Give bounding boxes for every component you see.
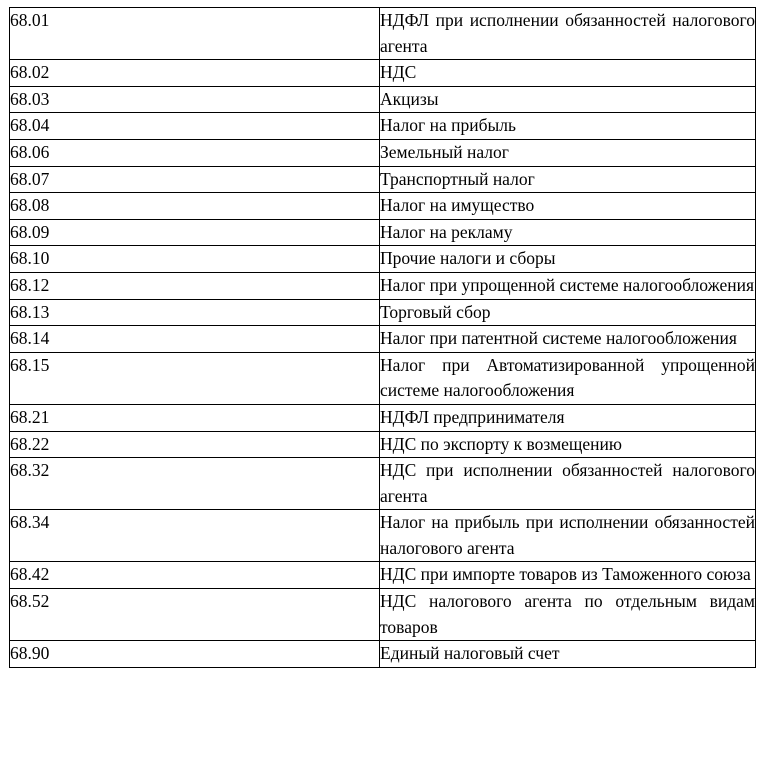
account-code-cell: 68.08 [10, 193, 380, 220]
account-name-cell: Торговый сбор [380, 299, 756, 326]
account-code-cell: 68.10 [10, 246, 380, 273]
account-code-cell: 68.90 [10, 641, 380, 668]
account-code-cell: 68.03 [10, 86, 380, 113]
account-name-cell: Налог на имущество [380, 193, 756, 220]
account-name-cell: Акцизы [380, 86, 756, 113]
table-row [10, 458, 756, 510]
account-code-cell: 68.32 [10, 458, 380, 510]
table-row [10, 166, 756, 193]
account-name-cell: Налог на прибыль [380, 113, 756, 140]
table-row [10, 8, 756, 60]
account-code-cell: 68.12 [10, 272, 380, 299]
account-code-cell: 68.06 [10, 139, 380, 166]
account-code-cell: 68.42 [10, 562, 380, 589]
account-name-cell: НДС налогового агента по отдельным видам товаров [380, 589, 756, 641]
account-name-cell: Земельный налог [380, 139, 756, 166]
account-code-cell: 68.09 [10, 219, 380, 246]
account-code-cell: 68.02 [10, 60, 380, 87]
account-name-cell: НДФЛ предпринимателя [380, 404, 756, 431]
table-row [10, 113, 756, 140]
account-code-cell: 68.21 [10, 404, 380, 431]
table-row [10, 589, 756, 641]
table-row [10, 219, 756, 246]
account-code-cell: 68.04 [10, 113, 380, 140]
table-row [10, 246, 756, 273]
account-code-cell: 68.34 [10, 510, 380, 562]
table-row [10, 299, 756, 326]
account-code-cell: 68.14 [10, 326, 380, 353]
table-row [10, 352, 756, 404]
account-name-cell: Налог при патентной системе налогообложения [380, 326, 756, 353]
account-code-cell: 68.01 [10, 8, 380, 60]
account-name-cell: Единый налоговый счет [380, 641, 756, 668]
table-row [10, 431, 756, 458]
accounts-table-body [10, 8, 756, 668]
account-name-cell: НДС [380, 60, 756, 87]
account-name-cell: Налог при упрощенной системе налогообложения [380, 272, 756, 299]
table-row [10, 562, 756, 589]
account-code-cell: 68.13 [10, 299, 380, 326]
account-code-cell: 68.15 [10, 352, 380, 404]
account-name-cell: Налог на рекламу [380, 219, 756, 246]
account-name-cell: Налог на прибыль при исполнении обязанностей налогового агента [380, 510, 756, 562]
table-row [10, 326, 756, 353]
account-name-cell: Прочие налоги и сборы [380, 246, 756, 273]
table-row [10, 272, 756, 299]
account-code-cell: 68.07 [10, 166, 380, 193]
table-row [10, 404, 756, 431]
table-row [10, 641, 756, 668]
account-name-cell: НДС по экспорту к возмещению [380, 431, 756, 458]
table-row [10, 86, 756, 113]
account-name-cell: Налог при Автоматизированной упрощенной системе налогообложения [380, 352, 756, 404]
table-row [10, 510, 756, 562]
table-row [10, 139, 756, 166]
table-row [10, 60, 756, 87]
account-name-cell: Транспортный налог [380, 166, 756, 193]
account-code-cell: 68.22 [10, 431, 380, 458]
account-name-cell: НДС при исполнении обязанностей налогового агента [380, 458, 756, 510]
accounts-table [9, 7, 756, 668]
account-name-cell: НДФЛ при исполнении обязанностей налогового агента [380, 8, 756, 60]
account-name-cell: НДС при импорте товаров из Таможенного союза [380, 562, 756, 589]
account-code-cell: 68.52 [10, 589, 380, 641]
table-row [10, 193, 756, 220]
